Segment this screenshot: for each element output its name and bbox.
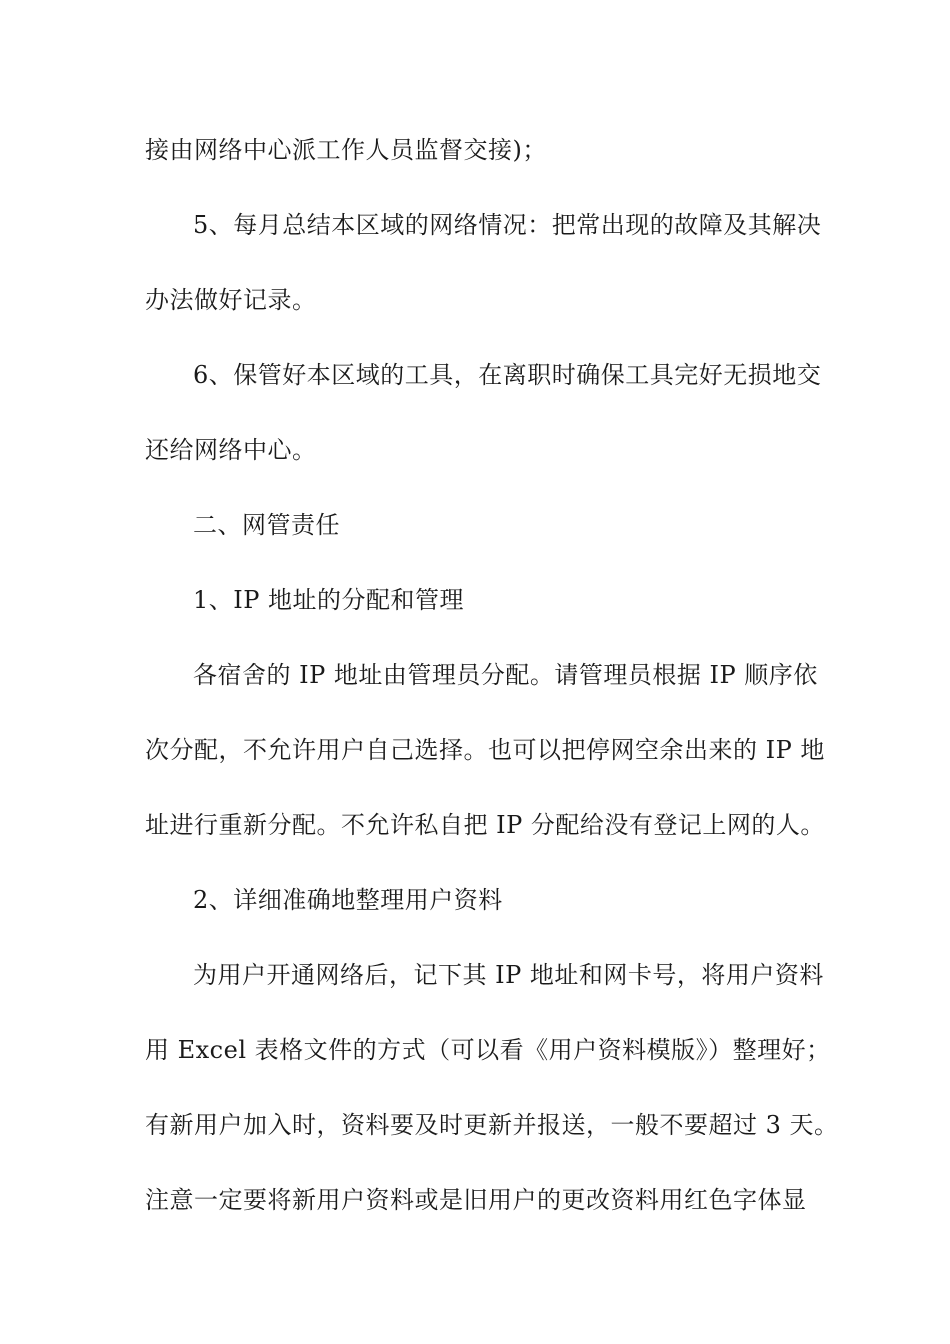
- paragraph-line: 还给网络中心。: [145, 436, 317, 464]
- paragraph-line: 为用户开通网络后，记下其 IP 地址和网卡号，将用户资料: [193, 961, 824, 989]
- paragraph-line: 址进行重新分配。不允许私自把 IP 分配给没有登记上网的人。: [145, 811, 825, 839]
- paragraph-line: 次分配，不允许用户自己选择。也可以把停网空余出来的 IP 地: [145, 736, 825, 764]
- paragraph-line: 用 Excel 表格文件的方式（可以看《用户资料模版》）整理好；: [145, 1036, 831, 1064]
- paragraph-line: 办法做好记录。: [145, 286, 317, 314]
- subsection-heading: 2、详细准确地整理用户资料: [193, 886, 503, 914]
- paragraph-line: 接由网络中心派工作人员监督交接)；: [145, 136, 547, 164]
- paragraph-line: 有新用户加入时，资料要及时更新并报送，一般不要超过 3 天。: [145, 1111, 839, 1139]
- section-heading: 二、网管责任: [193, 511, 340, 539]
- subsection-heading: 1、IP 地址的分配和管理: [193, 586, 465, 614]
- paragraph-line: 6、保管好本区域的工具，在离职时确保工具完好无损地交: [193, 361, 822, 389]
- paragraph-line: 5、每月总结本区域的网络情况：把常出现的故障及其解决: [193, 211, 822, 239]
- paragraph-line: 注意一定要将新用户资料或是旧用户的更改资料用红色字体显: [145, 1186, 807, 1214]
- paragraph-line: 各宿舍的 IP 地址由管理员分配。请管理员根据 IP 顺序依: [193, 661, 818, 689]
